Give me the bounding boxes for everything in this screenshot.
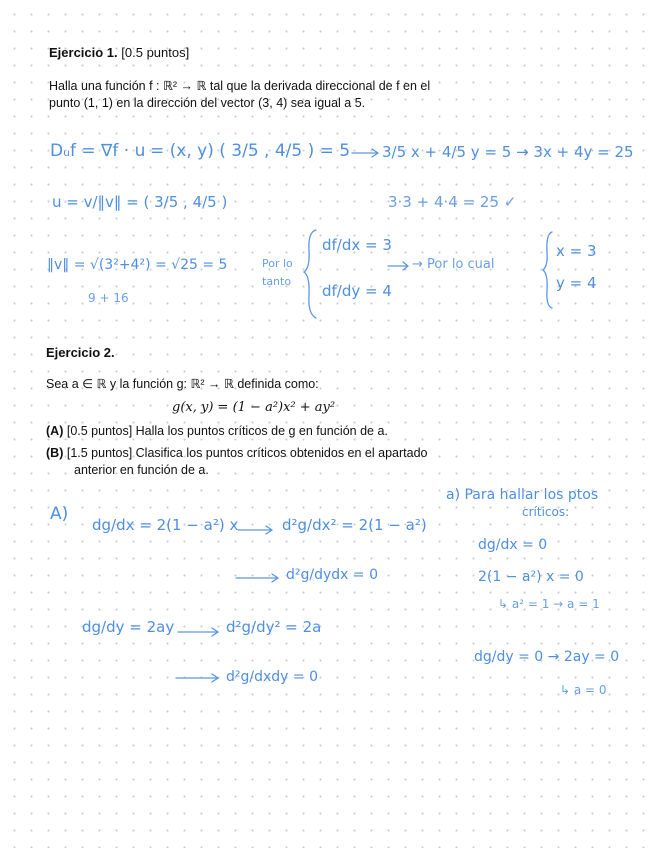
hand-system-1-b: df/dy = 4 (322, 282, 392, 300)
arrow-stroke (176, 674, 218, 682)
hand-d2g-dx2: d²g/dx² = 2(1 − a²) (282, 516, 427, 534)
exercise-1-statement-line-1: Halla una función f : ℝ² → ℝ tal que la derivada direccional de f en el (49, 79, 431, 93)
hand-right-title-2: críticos: (522, 505, 570, 519)
arrow-stroke (236, 574, 278, 582)
hand-dg-dx: dg/dx = 2(1 − a²) x (92, 516, 239, 534)
hand-directional-derivative: Dᵤf = ∇f · u (50, 141, 146, 161)
exercise-2-part-b-cont: anterior en función de a. (74, 463, 209, 477)
hand-right-title-1: a) Para hallar los ptos (446, 487, 599, 503)
exercise-1-points: [0.5 puntos] (121, 45, 190, 60)
hand-right-dgdy-zero: dg/dy = 0 → 2ay = 0 (474, 649, 620, 665)
exercise-1-heading (49, 44, 189, 61)
hand-d2g-dydx: d²g/dydx = 0 (286, 567, 378, 583)
hand-por-lo-cual: → Por lo cual (412, 257, 495, 272)
hand-gradient-dot: = (x, y) ( 3/5 , 4/5 ) = 5 (150, 141, 351, 161)
hand-por-lo: Por lo (262, 257, 293, 270)
exercise-1-statement-line-2: punto (1, 1) en la dirección del vector (3, 4) sea igual a 5. (49, 96, 366, 110)
hand-norm: ‖v‖ = √(3²+4²) = √25 = 5 (47, 257, 228, 273)
hand-system-2-y: y = 4 (556, 274, 597, 292)
hand-norm-sum: 9 + 16 (88, 291, 129, 305)
arrow-stroke (238, 526, 272, 534)
exercise-2-formula: g(x, y) = (1 − a²)x² + ay² (172, 400, 336, 415)
hand-check: 3·3 + 4·4 = 25 ✓ (388, 193, 517, 211)
hand-plane-equation: 3/5 x + 4/5 y = 5 → 3x + 4y = 25 (382, 143, 634, 161)
hand-right-dgdx-zero: dg/dx = 0 (478, 537, 548, 553)
exercise-2-part-a (46, 423, 388, 440)
brace-stroke (304, 230, 316, 318)
hand-right-eq-1: 2(1 − a²) x = 0 (478, 569, 584, 585)
arrow-stroke (178, 628, 218, 636)
exercise-1-title: Ejercicio 1. (49, 45, 118, 60)
hand-right-a-zero: ↳ a = 0 (560, 683, 607, 697)
exercise-2-title-text: Ejercicio 2. (46, 345, 115, 360)
hand-d2g-dy2: d²g/dy² = 2a (226, 618, 322, 636)
arrow-stroke (388, 262, 408, 270)
part-b-label: (B) (46, 446, 64, 460)
hand-unit-vector: u = v/‖v‖ = ( 3/5 , 4/5 ) (52, 193, 228, 211)
part-a-text: [0.5 puntos] Halla los puntos críticos de g en función de a. (66, 424, 388, 438)
exercise-2-part-b (46, 445, 427, 462)
hand-right-a-one: ↳ a² = 1 → a = 1 (498, 597, 600, 611)
exercise-2-intro: Sea a ∈ ℝ y la función g: ℝ² → ℝ definida como: (46, 377, 319, 391)
brace-stroke (543, 232, 552, 308)
arrow-stroke (352, 149, 378, 157)
exercise-2-title (46, 344, 115, 361)
part-b-text-1: [1.5 puntos] Clasifica los puntos críticos obtenidos en el apartado (66, 446, 428, 460)
hand-system-2-x: x = 3 (556, 242, 597, 260)
hand-system-1-a: df/dx = 3 (322, 236, 392, 254)
hand-part-a-label: A) (50, 504, 69, 524)
hand-tanto: tanto (262, 275, 292, 288)
hand-d2g-dxdy: d²g/dxdy = 0 (226, 669, 318, 685)
hand-dg-dy: dg/dy = 2ay (82, 618, 175, 636)
part-a-label: (A) (46, 424, 64, 438)
